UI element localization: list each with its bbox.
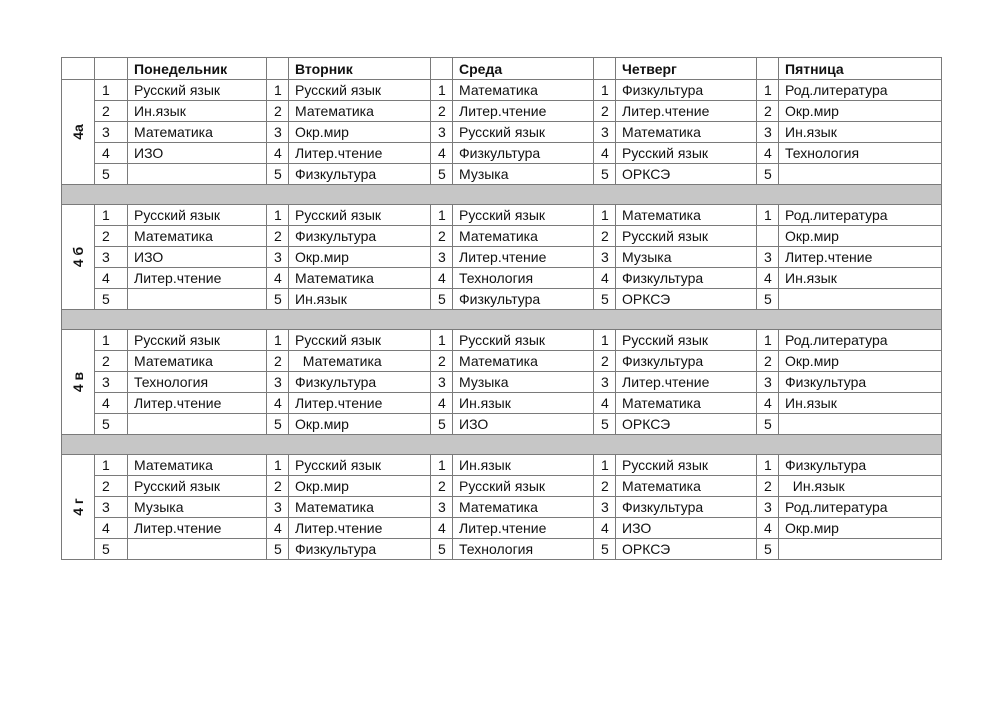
class-label-cell (62, 205, 95, 310)
subject-cell: Математика (289, 268, 431, 289)
subject-cell: Литер.чтение (453, 518, 594, 539)
subject-cell: Литер.чтение (128, 268, 267, 289)
table-row (62, 476, 942, 497)
lesson-number: 1 (431, 455, 453, 476)
subject-cell: Физкультура (616, 351, 757, 372)
lesson-number: 3 (95, 122, 128, 143)
table-row (62, 247, 942, 268)
lesson-number: 3 (431, 497, 453, 518)
subject-cell: ИЗО (128, 143, 267, 164)
lesson-number: 4 (267, 393, 289, 414)
lesson-number: 4 (594, 268, 616, 289)
lesson-number: 2 (594, 101, 616, 122)
subject-cell (128, 539, 267, 560)
lesson-number: 2 (95, 351, 128, 372)
subject-cell: Физкультура (616, 497, 757, 518)
subject-cell: ИЗО (616, 518, 757, 539)
lesson-number: 4 (95, 143, 128, 164)
header-row (62, 58, 942, 80)
lesson-number: 1 (267, 205, 289, 226)
lesson-number: 1 (95, 455, 128, 476)
subject-cell: ИЗО (128, 247, 267, 268)
subject-cell: Математика (453, 497, 594, 518)
table-row (62, 393, 942, 414)
lesson-number: 3 (95, 372, 128, 393)
subject-cell: Ин.язык (453, 393, 594, 414)
table-row (62, 330, 942, 351)
class-label-cell (62, 330, 95, 435)
subject-cell: Русский язык (128, 476, 267, 497)
lesson-number: 3 (267, 372, 289, 393)
lesson-number: 3 (594, 247, 616, 268)
table-row (62, 289, 942, 310)
subject-cell: Ин.язык (779, 393, 942, 414)
subject-cell: Русский язык (453, 330, 594, 351)
lesson-number: 2 (95, 476, 128, 497)
subject-cell: Русский язык (453, 476, 594, 497)
class-label: 4 г (69, 498, 86, 516)
lesson-number: 4 (267, 268, 289, 289)
lesson-number: 2 (594, 226, 616, 247)
subject-cell: ОРКСЭ (616, 164, 757, 185)
separator-row (62, 310, 942, 330)
subject-cell: Физкультура (453, 289, 594, 310)
subject-cell: Русский язык (128, 205, 267, 226)
lesson-number: 4 (267, 143, 289, 164)
table-row (62, 205, 942, 226)
lesson-number: 3 (594, 122, 616, 143)
day-header: Среда (453, 58, 594, 80)
lesson-number: 3 (431, 247, 453, 268)
lesson-number: 1 (95, 330, 128, 351)
subject-cell: Физкультура (779, 372, 942, 393)
lesson-number: 1 (757, 205, 779, 226)
lesson-number: 5 (757, 164, 779, 185)
subject-cell: ИЗО (453, 414, 594, 435)
lesson-number: 4 (431, 143, 453, 164)
subject-cell: Физкультура (289, 164, 431, 185)
lesson-number: 1 (267, 455, 289, 476)
subject-cell: Математика (453, 80, 594, 101)
header-num-cell (431, 58, 453, 80)
corner-cell (95, 58, 128, 80)
table-row (62, 518, 942, 539)
lesson-number: 1 (95, 205, 128, 226)
subject-cell: Литер.чтение (453, 247, 594, 268)
subject-cell (779, 414, 942, 435)
day-header: Пятница (779, 58, 942, 80)
subject-cell: Физкультура (779, 455, 942, 476)
subject-cell: Физкультура (453, 143, 594, 164)
lesson-number: 5 (95, 539, 128, 560)
subject-cell: Математика (616, 205, 757, 226)
lesson-number: 3 (757, 497, 779, 518)
subject-cell: Русский язык (289, 455, 431, 476)
lesson-number: 1 (594, 205, 616, 226)
subject-cell: Ин.язык (453, 455, 594, 476)
lesson-number: 2 (431, 476, 453, 497)
lesson-number: 4 (594, 143, 616, 164)
lesson-number: 2 (267, 101, 289, 122)
subject-cell: Музыка (616, 247, 757, 268)
subject-cell: Род.литература (779, 205, 942, 226)
subject-cell: Ин.язык (779, 122, 942, 143)
table-row (62, 539, 942, 560)
subject-cell: Окр.мир (289, 122, 431, 143)
subject-cell: Физкультура (616, 268, 757, 289)
lesson-number: 2 (757, 476, 779, 497)
lesson-number: 5 (95, 164, 128, 185)
subject-cell: Математика (128, 455, 267, 476)
subject-cell: Русский язык (128, 80, 267, 101)
lesson-number: 5 (757, 539, 779, 560)
day-header: Понедельник (128, 58, 267, 80)
class-label: 4 в (69, 371, 86, 393)
subject-cell: Физкультура (616, 80, 757, 101)
subject-cell (128, 414, 267, 435)
lesson-number (757, 226, 779, 247)
separator-cell (62, 435, 942, 455)
subject-cell: Математика (128, 122, 267, 143)
day-header: Вторник (289, 58, 431, 80)
subject-cell (779, 539, 942, 560)
table-row (62, 143, 942, 164)
subject-cell: Литер.чтение (289, 518, 431, 539)
lesson-number: 4 (431, 518, 453, 539)
subject-cell: Русский язык (289, 330, 431, 351)
subject-cell: Литер.чтение (779, 247, 942, 268)
subject-cell: Математика (128, 351, 267, 372)
lesson-number: 5 (757, 289, 779, 310)
lesson-number: 1 (95, 80, 128, 101)
subject-cell: Окр.мир (779, 226, 942, 247)
subject-cell: Математика (453, 351, 594, 372)
lesson-number: 2 (95, 101, 128, 122)
lesson-number: 1 (431, 205, 453, 226)
lesson-number: 4 (95, 518, 128, 539)
lesson-number: 5 (267, 164, 289, 185)
subject-cell: Музыка (453, 372, 594, 393)
subject-cell: Математика (289, 497, 431, 518)
header-num-cell (267, 58, 289, 80)
class-label: 4а (69, 124, 86, 140)
day-header: Четверг (616, 58, 757, 80)
subject-cell: Литер.чтение (128, 393, 267, 414)
subject-cell: Русский язык (289, 205, 431, 226)
subject-cell: Русский язык (128, 330, 267, 351)
class-label-cell (62, 455, 95, 560)
lesson-number: 3 (757, 122, 779, 143)
lesson-number: 2 (95, 226, 128, 247)
lesson-number: 4 (95, 268, 128, 289)
lesson-number: 5 (594, 289, 616, 310)
lesson-number: 1 (757, 455, 779, 476)
lesson-number: 5 (594, 164, 616, 185)
table-row (62, 164, 942, 185)
lesson-number: 4 (757, 143, 779, 164)
subject-cell: Русский язык (616, 455, 757, 476)
subject-cell: Математика (453, 226, 594, 247)
lesson-number: 1 (267, 80, 289, 101)
lesson-number: 1 (267, 330, 289, 351)
subject-cell: Технология (779, 143, 942, 164)
subject-cell: Окр.мир (289, 476, 431, 497)
subject-cell: Ин.язык (779, 268, 942, 289)
subject-cell (779, 164, 942, 185)
subject-cell: ОРКСЭ (616, 414, 757, 435)
table-row (62, 414, 942, 435)
subject-cell: Ин.язык (779, 476, 942, 497)
class-label-cell (62, 80, 95, 185)
table-row (62, 268, 942, 289)
subject-cell: Технология (453, 539, 594, 560)
subject-cell: Музыка (128, 497, 267, 518)
lesson-number: 1 (594, 455, 616, 476)
lesson-number: 5 (594, 539, 616, 560)
table-row (62, 351, 942, 372)
subject-cell: Физкультура (289, 226, 431, 247)
subject-cell: Род.литература (779, 80, 942, 101)
lesson-number: 4 (267, 518, 289, 539)
lesson-number: 1 (594, 330, 616, 351)
lesson-number: 3 (267, 122, 289, 143)
lesson-number: 5 (594, 414, 616, 435)
lesson-number: 2 (431, 351, 453, 372)
lesson-number: 3 (594, 497, 616, 518)
table-row (62, 226, 942, 247)
subject-cell: Русский язык (616, 226, 757, 247)
subject-cell (128, 289, 267, 310)
lesson-number: 4 (95, 393, 128, 414)
lesson-number: 1 (431, 330, 453, 351)
lesson-number: 4 (431, 268, 453, 289)
class-label: 4 б (69, 246, 86, 268)
lesson-number: 5 (431, 164, 453, 185)
lesson-number: 2 (431, 226, 453, 247)
subject-cell: Окр.мир (289, 414, 431, 435)
lesson-number: 4 (757, 393, 779, 414)
corner-cell (62, 58, 95, 80)
lesson-number: 5 (95, 289, 128, 310)
subject-cell (779, 289, 942, 310)
lesson-number: 5 (95, 414, 128, 435)
subject-cell: Окр.мир (779, 101, 942, 122)
lesson-number: 2 (431, 101, 453, 122)
table-row (62, 80, 942, 101)
header-num-cell (594, 58, 616, 80)
subject-cell: Литер.чтение (453, 101, 594, 122)
subject-cell (128, 164, 267, 185)
subject-cell: Литер.чтение (128, 518, 267, 539)
lesson-number: 2 (594, 476, 616, 497)
table-row (62, 497, 942, 518)
lesson-number: 1 (594, 80, 616, 101)
subject-cell: Русский язык (616, 330, 757, 351)
subject-cell: Математика (616, 393, 757, 414)
lesson-number: 4 (431, 393, 453, 414)
lesson-number: 2 (757, 101, 779, 122)
lesson-number: 2 (757, 351, 779, 372)
lesson-number: 2 (267, 351, 289, 372)
subject-cell: Окр.мир (779, 518, 942, 539)
lesson-number: 3 (431, 122, 453, 143)
subject-cell: Музыка (453, 164, 594, 185)
subject-cell: ОРКСЭ (616, 289, 757, 310)
separator-row (62, 435, 942, 455)
lesson-number: 3 (431, 372, 453, 393)
lesson-number: 5 (431, 414, 453, 435)
table-row (62, 122, 942, 143)
subject-cell: Математика (616, 122, 757, 143)
subject-cell: Окр.мир (779, 351, 942, 372)
table-row (62, 455, 942, 476)
subject-cell: Ин.язык (289, 289, 431, 310)
subject-cell: Физкультура (289, 539, 431, 560)
subject-cell: Математика (289, 351, 431, 372)
subject-cell: Литер.чтение (289, 143, 431, 164)
table-row (62, 372, 942, 393)
subject-cell: Физкультура (289, 372, 431, 393)
separator-row (62, 185, 942, 205)
subject-cell: Технология (128, 372, 267, 393)
separator-cell (62, 185, 942, 205)
separator-cell (62, 310, 942, 330)
lesson-number: 5 (431, 539, 453, 560)
subject-cell: Литер.чтение (289, 393, 431, 414)
lesson-number: 3 (95, 247, 128, 268)
lesson-number: 5 (267, 539, 289, 560)
lesson-number: 4 (757, 268, 779, 289)
table-row (62, 101, 942, 122)
subject-cell: Окр.мир (289, 247, 431, 268)
lesson-number: 5 (431, 289, 453, 310)
lesson-number: 2 (594, 351, 616, 372)
lesson-number: 3 (95, 497, 128, 518)
lesson-number: 1 (757, 330, 779, 351)
subject-cell: ОРКСЭ (616, 539, 757, 560)
subject-cell: Технология (453, 268, 594, 289)
lesson-number: 4 (594, 393, 616, 414)
lesson-number: 5 (757, 414, 779, 435)
lesson-number: 3 (757, 372, 779, 393)
subject-cell: Русский язык (453, 122, 594, 143)
lesson-number: 2 (267, 476, 289, 497)
lesson-number: 5 (267, 414, 289, 435)
subject-cell: Род.литература (779, 497, 942, 518)
subject-cell: Русский язык (453, 205, 594, 226)
header-num-cell (757, 58, 779, 80)
subject-cell: Математика (289, 101, 431, 122)
lesson-number: 5 (267, 289, 289, 310)
subject-cell: Русский язык (616, 143, 757, 164)
lesson-number: 1 (431, 80, 453, 101)
lesson-number: 4 (757, 518, 779, 539)
subject-cell: Математика (128, 226, 267, 247)
lesson-number: 2 (267, 226, 289, 247)
subject-cell: Русский язык (289, 80, 431, 101)
subject-cell: Литер.чтение (616, 372, 757, 393)
lesson-number: 3 (757, 247, 779, 268)
subject-cell: Математика (616, 476, 757, 497)
timetable (61, 57, 942, 560)
lesson-number: 3 (267, 497, 289, 518)
lesson-number: 4 (594, 518, 616, 539)
subject-cell: Род.литература (779, 330, 942, 351)
subject-cell: Литер.чтение (616, 101, 757, 122)
lesson-number: 3 (267, 247, 289, 268)
subject-cell: Ин.язык (128, 101, 267, 122)
lesson-number: 3 (594, 372, 616, 393)
lesson-number: 1 (757, 80, 779, 101)
